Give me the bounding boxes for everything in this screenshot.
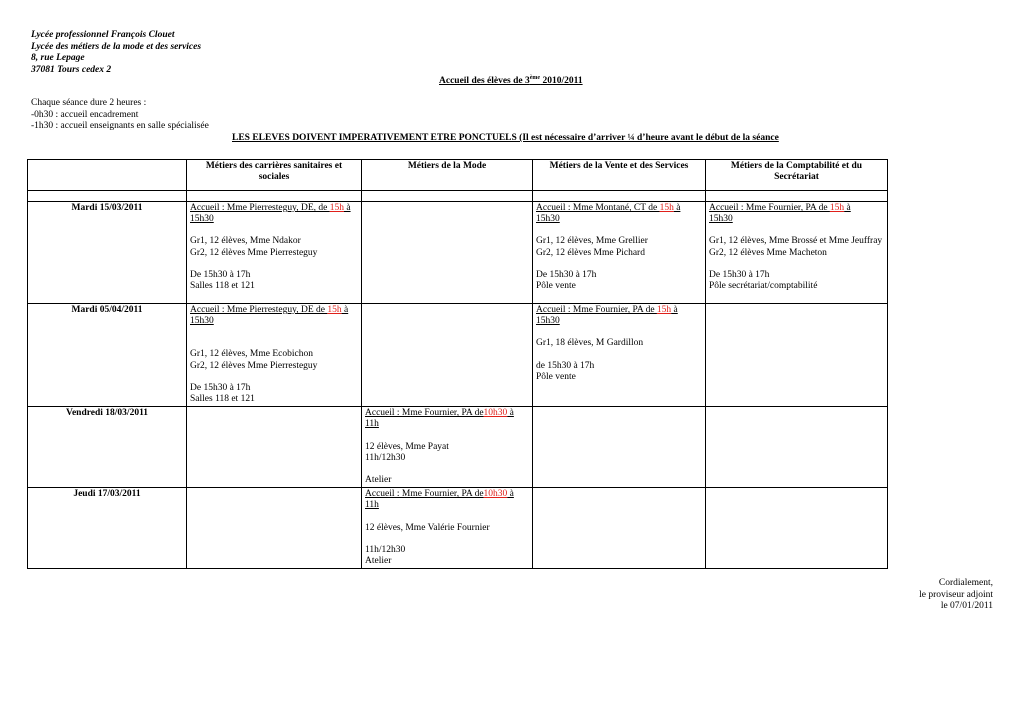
school-street: 8, rue Lepage <box>31 53 85 63</box>
table-header-row <box>28 160 888 191</box>
school-city: 37081 Tours cedex 2 <box>31 64 112 75</box>
spacer-row <box>28 191 888 202</box>
mode-cell: Accueil : Mme Fournier, PA de10h30 à 11h 12 élèves, Mme Valérie Fournier 11h/12h30 Atelier <box>362 488 533 569</box>
vente-cell: Accueil : Mme Fournier, PA de 15h à 15h30 Gr1, 18 élèves, M Gardillon de 15h30 à 17h Pôle vente <box>533 304 706 407</box>
compta-cell: Accueil : Mme Fournier, PA de 15h à 15h30 Gr1, 12 élèves, Mme Brossé et Mme Jeuffray Gr2, 12 élèves Mme Macheton De 15h30 à 17h Pôle secrétariat/comptabilité <box>706 202 888 304</box>
signatory: le proviseur adjoint <box>919 589 993 600</box>
compta-cell <box>706 407 888 488</box>
header-day <box>28 160 187 191</box>
day-cell: Jeudi 17/03/2011 <box>28 488 187 569</box>
sanitaire-cell: Accueil : Mme Pierresteguy, DE de 15h à 15h30 Gr1, 12 élèves, Mme Ecobichon Gr2, 12 élèves Mme Pierresteguy De 15h30 à 17h Salles 118 et 121 <box>187 304 362 407</box>
vente-cell <box>533 488 706 569</box>
session-part-1: -0h30 : accueil encadrement <box>31 109 139 120</box>
sanitaire-cell <box>187 488 362 569</box>
mode-cell <box>362 202 533 304</box>
table-row <box>28 488 888 569</box>
header-compta: Métiers de la Comptabilité et du Secrétariat <box>706 160 888 191</box>
compta-cell <box>706 488 888 569</box>
vente-cell: Accueil : Mme Montané, CT de 15h à 15h30 Gr1, 12 élèves, Mme Grellier Gr2, 12 élèves Mme Pichard De 15h30 à 17h Pôle vente <box>533 202 706 304</box>
compta-cell <box>706 304 888 407</box>
day-cell: Mardi 15/03/2011 <box>28 202 187 304</box>
sanitaire-cell: Accueil : Mme Pierresteguy, DE, de 15h à 15h30 Gr1, 12 élèves, Mme Ndakor Gr2, 12 élèves Mme Pierresteguy De 15h30 à 17h Salles 118 et 121 <box>187 202 362 304</box>
day-cell: Vendredi 18/03/2011 <box>28 407 187 488</box>
date: le 07/01/2011 <box>940 601 993 611</box>
school-name: Lycée professionnel François Clouet <box>31 30 175 40</box>
signature-block <box>919 578 993 613</box>
header-vente: Métiers de la Vente et des Services <box>533 160 706 191</box>
closing: Cordialement, <box>938 578 993 588</box>
page-title: Accueil des élèves de 3ème 2010/2011 <box>439 75 583 87</box>
table-row <box>28 202 888 304</box>
school-subtitle: Lycée des métiers de la mode et des services <box>31 41 202 52</box>
school-header <box>31 30 201 76</box>
session-part-2: -1h30 : accueil enseignants en salle spécialisée <box>31 121 209 131</box>
header-sanitaire: Métiers des carrières sanitaires et sociales <box>187 160 362 191</box>
punctuality-notice: LES ELEVES DOIVENT IMPERATIVEMENT ETRE PONCTUELS (Il est nécessaire d’arriver ¼ d’heure avant le début de la séance <box>232 133 779 143</box>
sanitaire-cell <box>187 407 362 488</box>
header-mode: Métiers de la Mode <box>362 160 533 191</box>
session-duration: Chaque séance dure 2 heures : <box>31 98 147 108</box>
vente-cell <box>533 407 706 488</box>
table-row <box>28 304 888 407</box>
table-row <box>28 407 888 488</box>
mode-cell <box>362 304 533 407</box>
session-info <box>31 98 209 133</box>
day-cell: Mardi 05/04/2011 <box>28 304 187 407</box>
mode-cell: Accueil : Mme Fournier, PA de10h30 à 11h 12 élèves, Mme Payat 11h/12h30 Atelier <box>362 407 533 488</box>
schedule-table <box>27 159 888 569</box>
